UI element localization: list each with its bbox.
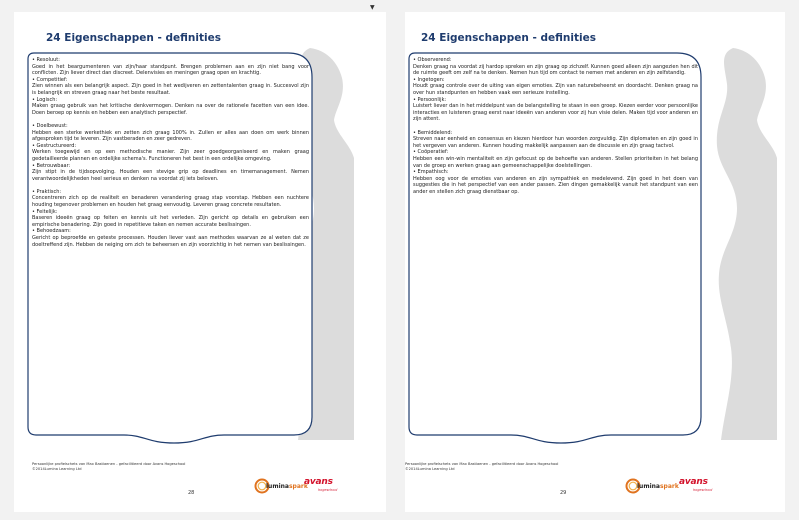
definition-term: Bemiddelend:: [417, 129, 453, 136]
spark-word: spark: [659, 483, 679, 490]
definition-text: Gericht op beproefde en geteste processen. Houden liever vast aan methodes waarvan ze al weten dat ze doeltreffend zijn. Hebben de neiging om zich te beheersen en zijn voorzichtig in het nemen van beslissingen.: [32, 235, 309, 248]
footer-line: Persoonlijke profielschets van Max Bastiaenen - gefacilitieerd door Avans Hogeschool: [405, 462, 559, 466]
definition-text: Streven naar eenheid en consensus en kiezen hierdoor hun woorden zorgvuldig. Zijn diplomaten en zijn goed in het vergeven van anderen. Kunnen houding makkelijk aanpassen aan de discussie en zijn graag tactvol.: [413, 136, 698, 149]
definition-item: [413, 57, 698, 77]
lumina-word: lumina: [637, 483, 660, 490]
footer-text: [405, 462, 558, 472]
definition-term: Feitelijk:: [36, 208, 58, 215]
definitions-list: [32, 57, 309, 248]
avans-word: avans: [304, 477, 333, 487]
definition-text: Baseren ideeën graag op feiten en kennis uit het verleden. Zijn gericht op details en gebruiken een empirische benadering. Zijn goed in repetitieve taken en nemen accurate beslissingen.: [32, 215, 309, 228]
bullet-icon: •: [32, 188, 37, 195]
definition-term: Behoedzaam:: [36, 228, 71, 235]
definition-term: Observerend:: [417, 57, 452, 63]
spark-word: spark: [288, 483, 308, 490]
definition-term: Ingetogen:: [417, 76, 445, 83]
footer-copyright: ©2014Lumina Learning Ltd: [32, 467, 82, 471]
definition-term: Doelbewust:: [36, 122, 68, 129]
definition-item: [32, 163, 309, 183]
avans-logo: [304, 477, 344, 499]
definition-item: [32, 77, 309, 97]
definition-term: Competitief:: [36, 76, 68, 83]
bullet-icon: •: [32, 76, 37, 83]
definitions-list: [413, 57, 698, 195]
definition-term: Coöperatief:: [417, 149, 449, 156]
definition-term: Betrouwbaar:: [36, 162, 71, 169]
bullet-icon: •: [32, 122, 37, 129]
definition-term: Gestructureerd:: [36, 142, 77, 149]
definition-term: Praktisch:: [36, 188, 62, 195]
definition-term: Resoluut:: [36, 57, 60, 63]
definition-item: [32, 209, 309, 229]
definition-item: [413, 77, 698, 97]
bullet-icon: •: [413, 169, 418, 176]
footer-copyright: ©2014Lumina Learning Ltd: [405, 467, 455, 471]
definition-term: Logisch:: [36, 96, 58, 103]
definition-text: Luistert liever dan in het middelpunt van de belangstelling te staan in een groep. Kiezen eerder voor persoonlijke interacties en luisteren graag eerst naar ideeën van anderen voor zij hun visie delen. Maken tijd voor anderen en zijn attent.: [413, 103, 698, 123]
page-number: 28: [188, 490, 195, 496]
bullet-icon: •: [413, 57, 418, 63]
bullet-icon: •: [32, 228, 37, 235]
page-title: 24 Eigenschappen - definities: [46, 32, 221, 44]
lumina-word: lumina: [266, 483, 289, 490]
footer-text: [32, 462, 185, 472]
footer-line: Persoonlijke profielschets van Max Bastiaenen - gefacilitieerd door Avans Hogeschool: [32, 462, 186, 466]
bullet-icon: •: [413, 76, 418, 83]
definition-term: Empathisch:: [417, 169, 449, 176]
silhouette-graphic: [715, 48, 777, 440]
definition-text: Werken toegewijd en op een methodische manier. Zijn zeer goedgeorganiseerd en maken graag gedetailleerde plannen en ordelijke schema's. Functioneren het best in een ordelijke omgeving.: [32, 149, 309, 162]
bullet-icon: •: [32, 142, 37, 149]
bullet-icon: •: [32, 57, 37, 63]
definition-item: [32, 189, 309, 209]
definition-item: [32, 228, 309, 248]
definitions-frame: [24, 49, 316, 445]
definition-item: [413, 149, 698, 169]
page-28: [14, 12, 386, 512]
page-29: [405, 12, 785, 512]
page-number: 29: [560, 490, 567, 496]
definition-item: [32, 143, 309, 163]
lumina-spark-logo: [625, 478, 685, 498]
definition-item: [32, 97, 309, 117]
definition-item: [413, 97, 698, 123]
definition-item: [413, 169, 698, 195]
definition-term: Persoonlijk:: [417, 96, 447, 103]
definition-text: Maken graag gebruik van het kritische denkvermogen. Denken na over de rationele facetten van een idee. Doen beroep op kennis en hebben een analytisch perspectief.: [32, 103, 309, 116]
definition-text: Houdt graag controle over de uiting van eigen emoties. Zijn van naturebeheerst en doordacht. Denken graag na over hun standpunten en hebben vaak een serieuze instelling.: [413, 83, 698, 96]
definition-text: Zien winnen als een belangrijk aspect. Zijn goed in het wedijveren en zettentalenten graag in. Succesvol zijn is belangrijk en streven graag naar het beste resultaat.: [32, 83, 309, 96]
definition-text: Denken graag na voordat zij hardop spreken en zijn graag op zichzelf. Kunnen goed alleen zijn aangezien hen dit de ruimte geeft om zelf na te denken. Nemen hun tijd om contact te nemen met anderen en zijn zelfstandig.: [413, 63, 698, 77]
bullet-icon: •: [413, 96, 418, 103]
definition-text: Hebben een sterke werkethiek en zetten zich graag 100% in. Zullen er alles aan doen om werk binnen afgesproken tijd te leveren. Zijn vastberaden en zeer gedreven.: [32, 129, 309, 143]
bullet-icon: •: [32, 96, 37, 103]
bullet-icon: •: [413, 149, 418, 156]
definition-text: Hebben een win-win mentaliteit en zijn gefocust op de behoefte van anderen. Stellen prioriteiten in het belang van de groep en werken graag aan gemeenschappelijke doelstellingen.: [413, 155, 698, 169]
avans-word: avans: [679, 477, 708, 487]
definition-item: [32, 123, 309, 143]
definitions-frame: [405, 49, 705, 445]
bullet-icon: •: [413, 129, 418, 136]
definition-text: Hebben oog voor de emoties van anderen en zijn sympathiek en medelevend. Zijn goed in het doen van suggesties die in het perspectief van een ander passen. Zien dingen gemakkelijk vanuit het standpunt van een ander en stellen zich graag dienstbaar op.: [413, 175, 698, 195]
definition-text: Concentreren zich op de realiteit en benaderen verandering graag stap voorstap. Hebben een nuchtere houding tegenover problemen en houden het graag eenvoudig. Leveren graag concrete resultaten.: [32, 195, 309, 209]
definition-text: Goed in het beargumenteren van zijn/haar standpunt. Brengen problemen aan en zijn niet bang voor conflicten. Zijn liever direct dan discreet. Delenvisies en meningen graag open en krachtig.: [32, 63, 309, 77]
definition-item: [32, 57, 309, 77]
page-title: 24 Eigenschappen - definities: [421, 32, 596, 44]
scroll-marker-icon: ▼: [370, 4, 375, 11]
definition-text: Zijn stipt in de tijdsopvolging. Houden een stevige grip op deadlines en timemanagement. Nemen verantwoordelijkheden heel serieus en denken na voordat zij iets beloven.: [32, 169, 309, 182]
avans-subtitle: hogeschool: [318, 488, 338, 492]
avans-subtitle: hogeschool: [693, 488, 713, 492]
bullet-icon: •: [32, 162, 37, 169]
avans-logo: [679, 477, 719, 499]
bullet-icon: •: [32, 208, 37, 215]
definition-item: [413, 130, 698, 150]
